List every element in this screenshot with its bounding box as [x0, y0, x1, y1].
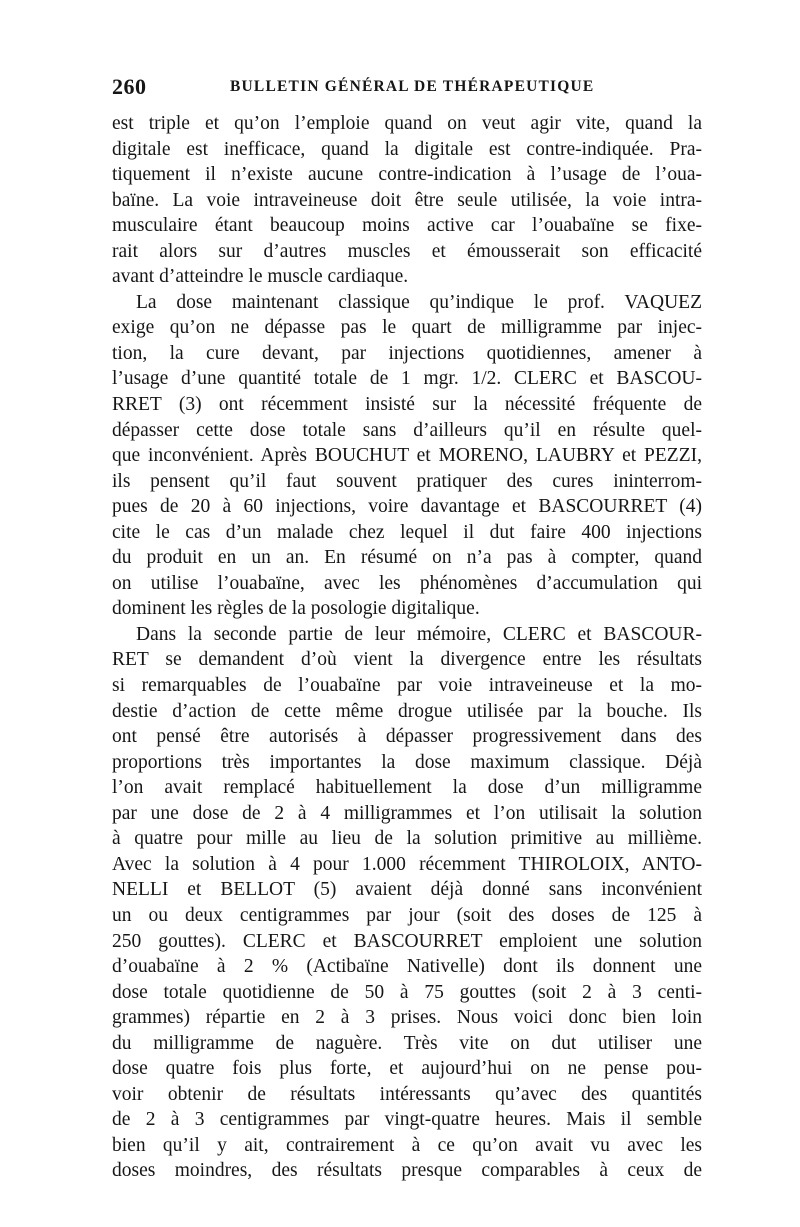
text-line: Avec la solution à 4 pour 1.000 récemment THIROLOIX, ANTO- — [112, 853, 702, 875]
text-line: ont pensé être autorisés à dépasser progressivement dans des — [112, 726, 702, 748]
text-line: 250 gouttes). CLERC et BASCOURRET emploient une solution — [112, 930, 702, 952]
text-line: La dose maintenant classique qu’indique le prof. VAQUEZ — [136, 291, 702, 313]
running-head — [112, 74, 702, 104]
text-line: proportions très importantes la dose maximum classique. Déjà — [112, 751, 702, 773]
text-line: exige qu’on ne dépasse pas le quart de milligramme par injec- — [112, 317, 702, 339]
text-line: dépasser cette dose totale sans d’ailleurs qu’il en résulte quel- — [112, 419, 702, 441]
text-line: ils pensent qu’il faut souvent pratiquer des cures ininterrom- — [112, 470, 702, 492]
text-line: tiquement il n’existe aucune contre-indication à l’usage de l’oua- — [112, 164, 702, 186]
text-line: Dans la seconde partie de leur mémoire, CLERC et BASCOUR- — [136, 623, 702, 645]
text-line: de 2 à 3 centigrammes par vingt-quatre heures. Mais il semble — [112, 1109, 702, 1131]
text-line: si remarquables de l’ouabaïne par voie intraveineuse et la mo- — [112, 675, 702, 697]
page-number: 260 — [112, 74, 147, 99]
text-line: voir obtenir de résultats intéressants qu’avec des quantités — [112, 1083, 702, 1105]
text-line: l’usage d’une quantité totale de 1 mgr. 1/2. CLERC et BASCOU- — [112, 368, 702, 390]
text-line: du produit en un an. En résumé on n’a pas à compter, quand — [112, 547, 702, 569]
text-line: musculaire étant beaucoup moins active car l’ouabaïne se fixe- — [112, 215, 702, 237]
text-line: on utilise l’ouabaïne, avec les phénomènes d’accumulation qui — [112, 572, 702, 594]
text-line: un ou deux centigrammes par jour (soit des doses de 125 à — [112, 904, 702, 926]
text-line: dominent les règles de la posologie digitalique. — [112, 598, 480, 620]
text-line: dose quatre fois plus forte, et aujourd’hui on ne pense pou- — [112, 1058, 702, 1080]
text-line: dose totale quotidienne de 50 à 75 gouttes (soit 2 à 3 centi- — [112, 981, 702, 1003]
text-line: grammes) répartie en 2 à 3 prises. Nous voici donc bien loin — [112, 1007, 702, 1029]
journal-title: BULLETIN GÉNÉRAL DE THÉRAPEUTIQUE — [230, 78, 595, 95]
text-line: à quatre pour mille au lieu de la solution primitive au millième. — [112, 828, 702, 850]
text-line: cite le cas d’un malade chez lequel il dut faire 400 injections — [112, 521, 702, 543]
text-line: destie d’action de cette même drogue utilisée par la bouche. Ils — [112, 700, 702, 722]
text-line: NELLI et BELLOT (5) avaient déjà donné sans inconvénient — [112, 879, 702, 901]
text-line: est triple et qu’on l’emploie quand on veut agir vite, quand la — [112, 113, 702, 134]
text-line: RET se demandent d’où vient la divergence entre les résultats — [112, 649, 702, 671]
text-line: tion, la cure devant, par injections quotidiennes, amener à — [112, 342, 702, 364]
text-line: l’on avait remplacé habituellement la dose d’un milligramme — [112, 777, 702, 799]
text-line: digitale est inefficace, quand la digitale est contre-indiquée. Pra- — [112, 138, 702, 160]
text-line: rait alors sur d’autres muscles et émousserait son efficacité — [112, 240, 702, 262]
text-line: d’ouabaïne à 2 % (Actibaïne Nativelle) dont ils donnent une — [112, 956, 702, 978]
body-text — [112, 111, 702, 1184]
text-line: RRET (3) ont récemment insisté sur la nécessité fréquente de — [112, 394, 702, 416]
text-line: par une dose de 2 à 4 milligrammes et l’on utilisait la solution — [112, 802, 702, 824]
text-line: pues de 20 à 60 injections, voire davantage et BASCOURRET (4) — [112, 496, 702, 518]
text-line: baïne. La voie intraveineuse doit être seule utilisée, la voie intra- — [112, 189, 702, 211]
text-line: bien qu’il y ait, contrairement à ce qu’on avait vu avec les — [112, 1134, 702, 1156]
text-line: doses moindres, des résultats presque comparables à ceux de — [112, 1160, 702, 1182]
text-line: que inconvénient. Après BOUCHUT et MORENO, LAUBRY et PEZZI, — [112, 445, 702, 467]
text-line: avant d’atteindre le muscle cardiaque. — [112, 266, 409, 288]
text-line: du milligramme de naguère. Très vite on dut utiliser une — [112, 1032, 702, 1054]
